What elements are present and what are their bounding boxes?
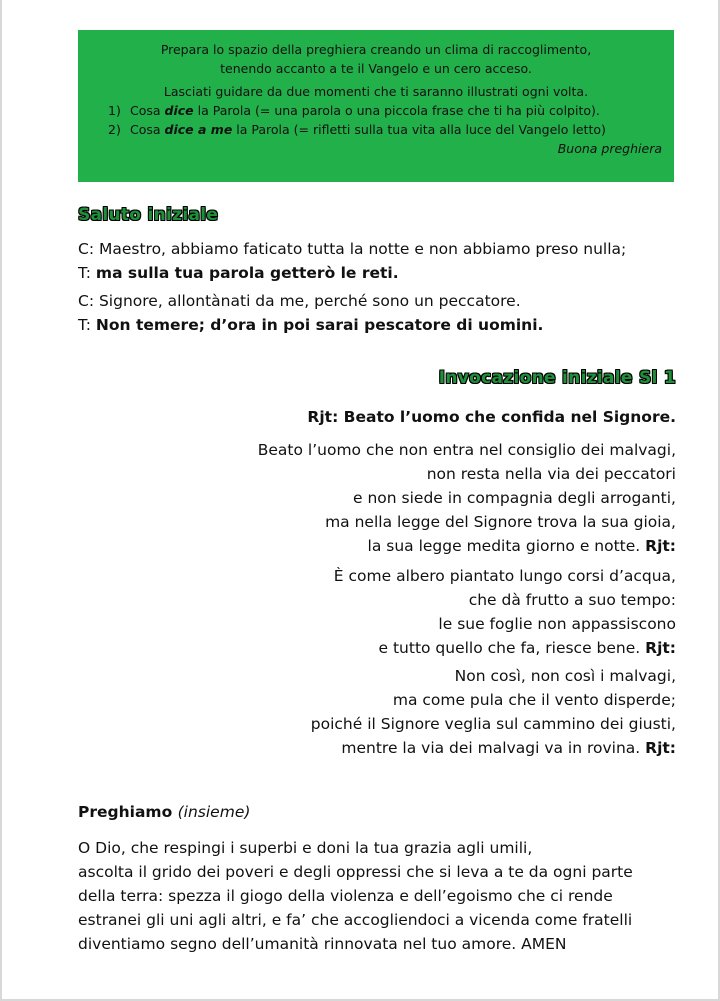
list-text: Cosa: [130, 122, 165, 137]
verse-line: mentre la via dei malvagi va in rovina.: [341, 739, 646, 757]
verse-line: non resta nella via dei peccatori: [426, 465, 676, 483]
list-text: la Parola (= rifletti sulla tua vita alla luce del Vangelo letto): [232, 122, 606, 137]
psalm-stanza-1: [156, 438, 676, 558]
saluto-exchange-1: [78, 237, 678, 285]
intro-line: Prepara lo spazio della preghiera creando un clima di raccoglimento,: [160, 42, 592, 57]
all-response: ma sulla tua parola getterò le reti.: [95, 264, 399, 282]
page-border-left: [0, 0, 2, 1001]
preghiamo-title: Preghiamo: [78, 803, 173, 821]
verse-line: ma come pula che il vento disperde;: [392, 691, 676, 709]
intro-list-item-2: [90, 120, 662, 139]
prayer-line: ascolta il grido dei poveri e degli oppressi che si leva a te da ogni parte: [78, 863, 633, 881]
verse-line: Beato l’uomo che non entra nel consiglio dei malvagi,: [257, 441, 676, 459]
verse-line: È come albero piantato lungo corsi d’acqua,: [333, 567, 676, 585]
intro-signature: Buona preghiera: [557, 141, 662, 156]
preghiamo-heading: [78, 803, 250, 821]
refrain: Rjt: Beato l’uomo che confida nel Signore.: [307, 408, 676, 426]
verse-line: che dà frutto a suo tempo:: [468, 591, 676, 609]
list-number: 1): [108, 103, 121, 118]
psalm-stanza-2: [156, 564, 676, 660]
list-number: 2): [108, 122, 121, 137]
prayer-line: O Dio, che respingi i superbi e doni la tua grazia agli umili,: [78, 839, 533, 857]
prayer-line: diventiamo segno dell’umanità rinnovata nel tuo amore. AMEN: [78, 935, 567, 953]
all-prefix: T:: [78, 264, 96, 282]
verse-line: e tutto quello che fa, riesce bene.: [378, 639, 646, 657]
celebrant-line: C: Maestro, abbiamo faticato tutta la notte e non abbiamo preso nulla;: [78, 240, 627, 258]
celebrant-line: C: Signore, allontànati da me, perché sono un peccatore.: [78, 292, 521, 310]
verse-line: ma nella legge del Signore trova la sua gioia,: [325, 513, 676, 531]
verse-line: poiché il Signore veglia sul cammino dei giusti,: [310, 715, 676, 733]
refrain-tag: Rjt:: [645, 739, 676, 757]
invocazione-heading: Invocazione iniziale Sl 1: [438, 368, 676, 388]
list-text: Cosa: [130, 103, 165, 118]
all-response: Non temere; d’ora in poi sarai pescatore di uomini.: [95, 316, 544, 334]
verse-line: e non siede in compagnia degli arroganti,: [353, 489, 676, 507]
all-prefix: T:: [78, 316, 96, 334]
refrain-tag: Rjt:: [645, 537, 676, 555]
saluto-heading: Saluto iniziale: [78, 205, 219, 225]
list-emphasis: dice: [164, 103, 194, 118]
intro-line: tenendo accanto a te il Vangelo e un cero acceso.: [220, 61, 532, 76]
prayer-line: estranei gli uni agli altri, e fa’ che accogliendoci a vicenda come fratelli: [78, 911, 633, 929]
verse-line: Non così, non così i malvagi,: [454, 667, 676, 685]
prayer-line: della terra: spezza il giogo della violenza e dell’egoismo che ci rende: [78, 887, 613, 905]
intro-box: [78, 30, 674, 182]
intro-line: Lasciati guidare da due momenti che ti saranno illustrati ogni volta.: [163, 84, 589, 99]
refrain-tag: Rjt:: [645, 639, 676, 657]
verse-line: la sua legge medita giorno e notte.: [367, 537, 646, 555]
saluto-exchange-2: [78, 289, 678, 337]
psalm-stanza-3: [156, 664, 676, 760]
verse-line: le sue foglie non appassiscono: [438, 615, 676, 633]
intro-list-item-1: [90, 101, 662, 120]
list-emphasis: dice a me: [164, 122, 233, 137]
list-text: la Parola (= una parola o una piccola frase che ti ha più colpito).: [193, 103, 600, 118]
preghiamo-text: [78, 836, 678, 956]
preghiamo-note: (insieme): [177, 803, 251, 821]
